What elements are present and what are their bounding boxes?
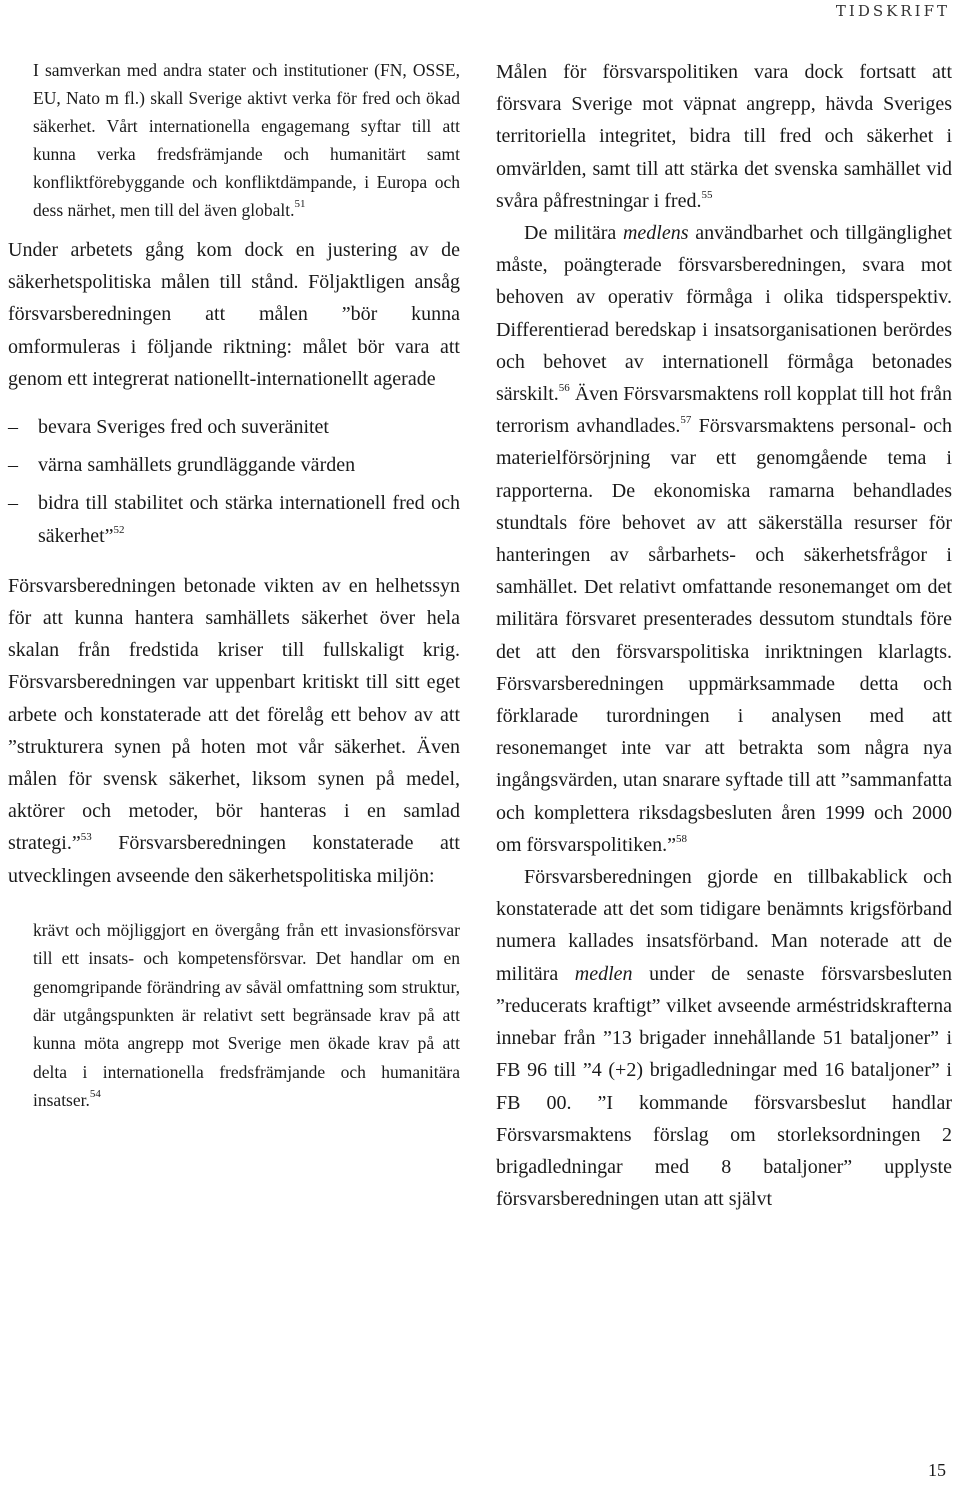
goal-list bbox=[8, 411, 460, 552]
paragraph-text: De militära bbox=[524, 222, 623, 245]
paragraph bbox=[496, 56, 952, 217]
paragraph-text: Även Försvarsmaktens roll kopplat till hot från terrorism avhandlades. bbox=[496, 383, 952, 438]
dash-marker: – bbox=[8, 454, 18, 477]
paragraph-text: användbarhet och tillgänglighet måste, poängterade försvarsberedningen, svara mot behoven av operativ förmåga i olika tidsperspektiv. Differentierad beredskap i insatsorganisationen berördes och behovet av internationell förmåga betonades särskilt. bbox=[496, 222, 952, 406]
page-number: 15 bbox=[928, 1460, 946, 1480]
list-item-text: bevara Sveriges fred och suveränitet bbox=[38, 416, 329, 439]
paragraph: Under arbetets gång kom dock en justering av de säkerhetspolitiska målen till stånd. Följaktligen ansåg försvarsberedningen att målen ”bör kunna omformuleras i följande riktning: målet bör vara att genom ett integrerat nationellt-internationellt agerade bbox=[8, 239, 460, 390]
list-item bbox=[8, 411, 460, 443]
quote-text: I samverkan med andra stater och institutioner (FN, OSSE, EU, Nato m fl.) skall Sverige aktivt verka för fred och ökad säkerhet. Vårt internationella engagemang syftar till att kunna verka fredsfrämjande och humanitärt samt konfliktförebyggande och konfliktdämpande, i Europa och dess närhet, men till del även globalt. bbox=[33, 60, 460, 220]
list-item bbox=[8, 487, 460, 551]
block-quote bbox=[33, 916, 460, 1115]
footnote-ref: 54 bbox=[89, 1088, 101, 1101]
paragraph-text: Försvarsberedningen konstaterade att utvecklingen avseende den säkerhetspolitiska miljön: bbox=[8, 832, 460, 887]
list-item-text: värna samhällets grundläggande värden bbox=[38, 454, 356, 477]
running-header: TIDSKRIFT bbox=[835, 2, 950, 20]
footnote-ref: 55 bbox=[701, 188, 713, 201]
list-item bbox=[8, 449, 460, 481]
block-quote bbox=[33, 56, 460, 224]
quote-text: krävt och möjliggjort en övergång från ett invasionsförsvar till ett insats- och kompetensförsvar. Det handlar om en genomgripande förändring av såväl omfattning som struktur, där utgångspunkten är relativt sett begränsade krav på att kunna möta angrepp mot Sverige men ökade krav på att delta i internationella fredsfrämjande och humanitära insatser. bbox=[33, 919, 460, 1111]
paragraph-text: under de senaste försvarsbesluten ”reducerats kraftigt” vilket avseende arméstridskrafterna innebar från ”13 brigader innehållande 51 bataljoner” i FB 96 till ”4 (+2) brigadledningar med 16 bataljoner” i FB 00. ”I kommande försvarsbeslut handlar Försvarsmaktens förslag om storleksordningen 2 brigadledningar med 8 bataljoner” upplyste försvarsberedningen utan att självt bbox=[496, 962, 952, 1211]
footnote-ref: 56 bbox=[558, 382, 570, 395]
footnote-ref: 53 bbox=[80, 831, 92, 844]
footnote-ref: 51 bbox=[294, 198, 306, 210]
footnote-ref: 57 bbox=[680, 414, 692, 427]
left-column bbox=[8, 56, 460, 1115]
dash-marker: – bbox=[8, 416, 18, 439]
list-item-text: bidra till stabilitet och stärka internationell fred och säkerhet” bbox=[38, 492, 460, 547]
paragraph-text: Försvarsmaktens personal- och materielförsörjning var ett genomgående tema i rapporterna. De ekonomiska ramarna behandlades stundtals före behovet av att säkerställa resurser för hanteringen av sårbarhets- och säkerhetsfrågor i samhället. Det relativt omfattande resonemanget om det militära försvaret presenterades dessutom stundtals före det att den försvarspolitiska inriktningen klarlagts. Försvarsberedningen uppmärksammade detta och förklarade turordningen i analysen med att resonemanget inte var att betrakta som några nya ingångsvärden, utan snarare syftade till att ”sammanfatta och komplettera riksdagsbesluten åren 1999 och 2000 om försvarspolitiken.” bbox=[496, 415, 952, 856]
emphasis: medlen bbox=[574, 962, 633, 985]
dash-marker: – bbox=[8, 492, 18, 515]
footnote-ref: 58 bbox=[675, 832, 687, 845]
footnote-ref: 52 bbox=[113, 523, 125, 536]
paragraph bbox=[496, 861, 952, 1215]
right-column bbox=[496, 56, 952, 1215]
paragraph bbox=[8, 570, 460, 892]
emphasis: medlens bbox=[622, 222, 689, 245]
paragraph-text: Försvarsberedningen gjorde en tillbakablick och konstaterade att det som tidigare benämnts krigsförband numera kallades insatsförband. Man noterade att de militära bbox=[496, 866, 952, 985]
paragraph-text: Försvarsberedningen betonade vikten av en helhetssyn för att kunna hantera samhällets säkerhet över hela skalan från fredstida kriser till fullskaligt krig. Försvarsberedningen var uppenbart kritiskt till sitt eget arbete och konstaterade att det förelåg ett behov av att ”strukturera synen på hoten mot vår säkerhet. Även målen för svensk säkerhet, liksom synen på medel, aktörer och metoder, bör hanteras i en samlad strategi.” bbox=[8, 574, 460, 855]
paragraph-text: Målen för försvarspolitiken vara dock fortsatt att försvara Sverige mot väpnat angrepp, hävda Sveriges territoriella integritet, bidra till fred och säkerhet i omvärlden, samt till att stärka det svenska samhället vid svåra påfrestningar i fred. bbox=[496, 61, 952, 212]
paragraph bbox=[496, 217, 952, 861]
